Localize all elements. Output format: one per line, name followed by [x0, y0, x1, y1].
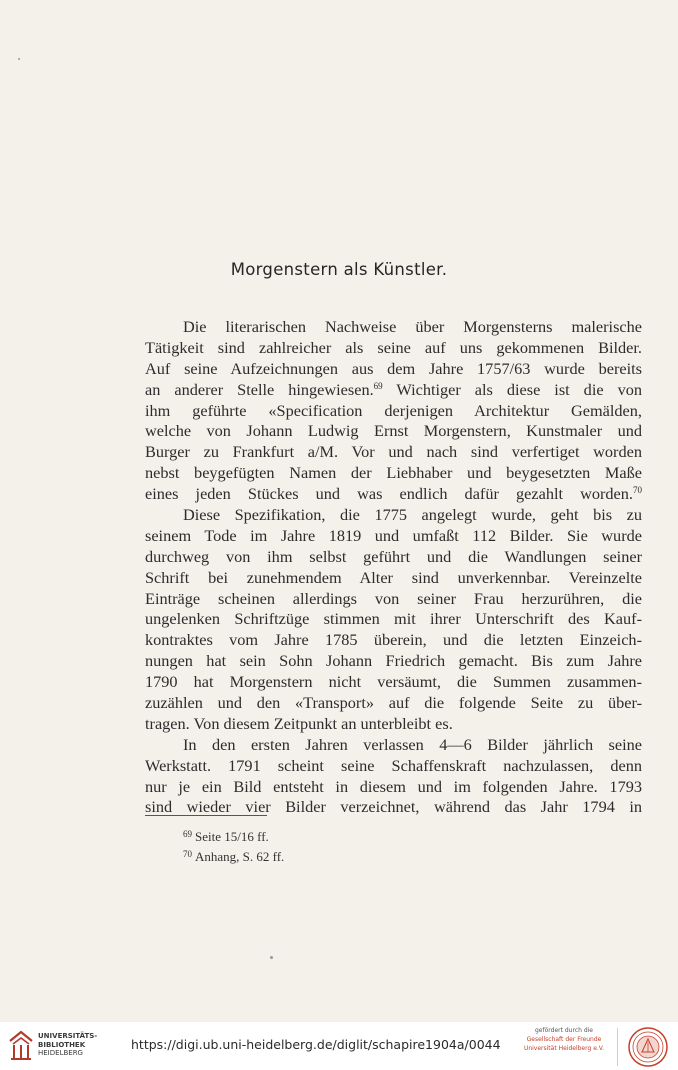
- text-line: [145, 401, 642, 422]
- text-line: [145, 589, 642, 610]
- text-line-content: kontraktes vom Jahre 1785 überein, und die letzten Einzeich-: [145, 630, 642, 650]
- text-line-content: 1790 hat Morgenstern nicht versäumt, die Summen zusammen-: [145, 672, 642, 692]
- sponsor-name: Gesellschaft der Freunde: [526, 1036, 602, 1043]
- text-line-content: sind wieder vier Bilder verzeichnet, während das Jahr 1794 in: [145, 797, 642, 817]
- text-line-content: Die literarischen Nachweise über Morgensterns malerische: [183, 317, 642, 336]
- text-line-content: seinem Tode im Jahre 1819 und umfaßt 112 Bilder. Sie wurde: [145, 525, 642, 545]
- library-name-line: BIBLIOTHEK: [38, 1040, 86, 1049]
- text-line-content: In den ersten Jahren verlassen 4—6 Bilder jährlich seine: [183, 734, 642, 754]
- text-line: [145, 463, 642, 484]
- library-name-line: UNIVERSITÄTS-: [38, 1032, 98, 1040]
- text-line-content: Diese Spezifikation, die 1775 angelegt wurde, geht bis zu: [183, 505, 642, 525]
- text-line: [145, 609, 642, 630]
- footnote: [183, 826, 284, 846]
- text-line: [145, 777, 642, 798]
- permalink-url[interactable]: https://digi.ub.uni-heidelberg.de/diglit/schapire1904a/0044: [131, 1037, 501, 1052]
- text-line-content: nungen hat sein Sohn Johann Friedrich gemacht. Bis zum Jahre: [145, 651, 642, 671]
- text-line-content: eines jeden Stückes und was endlich dafür gezahlt worden.: [145, 484, 633, 504]
- text-line-content: Auf seine Aufzeichnungen aus dem Jahre 1757/63 wurde bereits: [145, 358, 642, 378]
- footer-divider: [617, 1028, 618, 1066]
- footnote-text: Seite 15/16 ff.: [195, 829, 269, 844]
- text-line-content: welche von Johann Ludwig Ernst Morgenstern, Kunstmaler und: [145, 421, 642, 441]
- text-line: [145, 672, 642, 693]
- text-line: [145, 484, 642, 505]
- library-name-line: HEIDELBERG: [38, 1049, 83, 1057]
- footnote-number: 69: [183, 829, 192, 839]
- text-line-content: ihm geführte «Specification derjenigen Architektur Gemälden,: [145, 400, 642, 420]
- section-heading: Morgenstern als Künstler.: [230, 260, 448, 279]
- text-line-content: nur je ein Bild entsteht in diesem und im folgenden Jahre. 1793: [145, 776, 642, 796]
- text-line-content: Tätigkeit sind zahlreicher als seine auf uns gekommenen Bilder.: [145, 337, 642, 357]
- text-line: [145, 651, 642, 672]
- library-logo-icon: [8, 1029, 34, 1063]
- footnote-rule: [145, 815, 267, 816]
- text-line-content: tragen. Von diesem Zeitpunkt an unterbleibt es.: [145, 713, 453, 733]
- text-line: [145, 693, 642, 714]
- text-line: [145, 380, 642, 401]
- sponsor-name: Universität Heidelberg e.V.: [523, 1045, 605, 1052]
- footnote-text: Anhang, S. 62 ff.: [195, 848, 285, 864]
- page-speck: [18, 58, 20, 60]
- text-line: [145, 421, 642, 442]
- text-line: [145, 526, 642, 547]
- text-line-content: zuzählen und den «Transport» auf die folgende Seite zu über-: [145, 693, 642, 713]
- library-name: [38, 1032, 97, 1058]
- footnote-marker: 70: [633, 485, 642, 496]
- text-line: [145, 359, 642, 380]
- text-line: [145, 317, 642, 338]
- text-line: [145, 735, 642, 756]
- text-line: [145, 547, 642, 568]
- text-line-content: Schrift bei zunehmendem Alter sind unverkennbar. Vereinzelte: [145, 567, 642, 587]
- text-line: [145, 442, 642, 463]
- text-line-content: durchweg von ihm selbst geführt und die Wandlungen seiner: [145, 546, 642, 566]
- university-seal-icon: [627, 1026, 669, 1068]
- footnote-number: 70: [183, 848, 192, 859]
- text-line-content: Burger zu Frankfurt a/M. Vor und nach sind verfertiget worden: [145, 442, 642, 462]
- text-line: [145, 568, 642, 589]
- text-line: [145, 505, 642, 526]
- text-line-content: Wichtiger als diese ist die von: [382, 379, 642, 399]
- footnote: [183, 846, 284, 866]
- text-line-content: Einträge scheinen allerdings von seiner Frau herzurühren, die: [145, 588, 642, 608]
- viewer-footer: [0, 1022, 678, 1070]
- text-line: [145, 714, 642, 735]
- text-line: [145, 630, 642, 651]
- page-speck: [270, 956, 273, 959]
- text-line-content: ungelenken Schriftzüge stimmen mit ihrer Unterschrift des Kauf-: [145, 609, 642, 629]
- sponsor-block: [520, 1026, 608, 1053]
- text-line-content: Werkstatt. 1791 scheint seine Schaffenskraft nachzulassen, denn: [145, 755, 642, 775]
- text-line-content: nebst beygefügten Namen der Liebhaber und beygesetzten Maße: [145, 463, 642, 483]
- text-line: [145, 756, 642, 777]
- footnotes: [183, 826, 284, 865]
- footnote-marker: 69: [373, 380, 383, 391]
- text-line: [145, 338, 642, 359]
- body-text: [145, 317, 642, 818]
- sponsor-caption: gefördert durch die: [535, 1027, 593, 1034]
- text-line-content: an anderer Stelle hingewiesen.: [145, 379, 374, 399]
